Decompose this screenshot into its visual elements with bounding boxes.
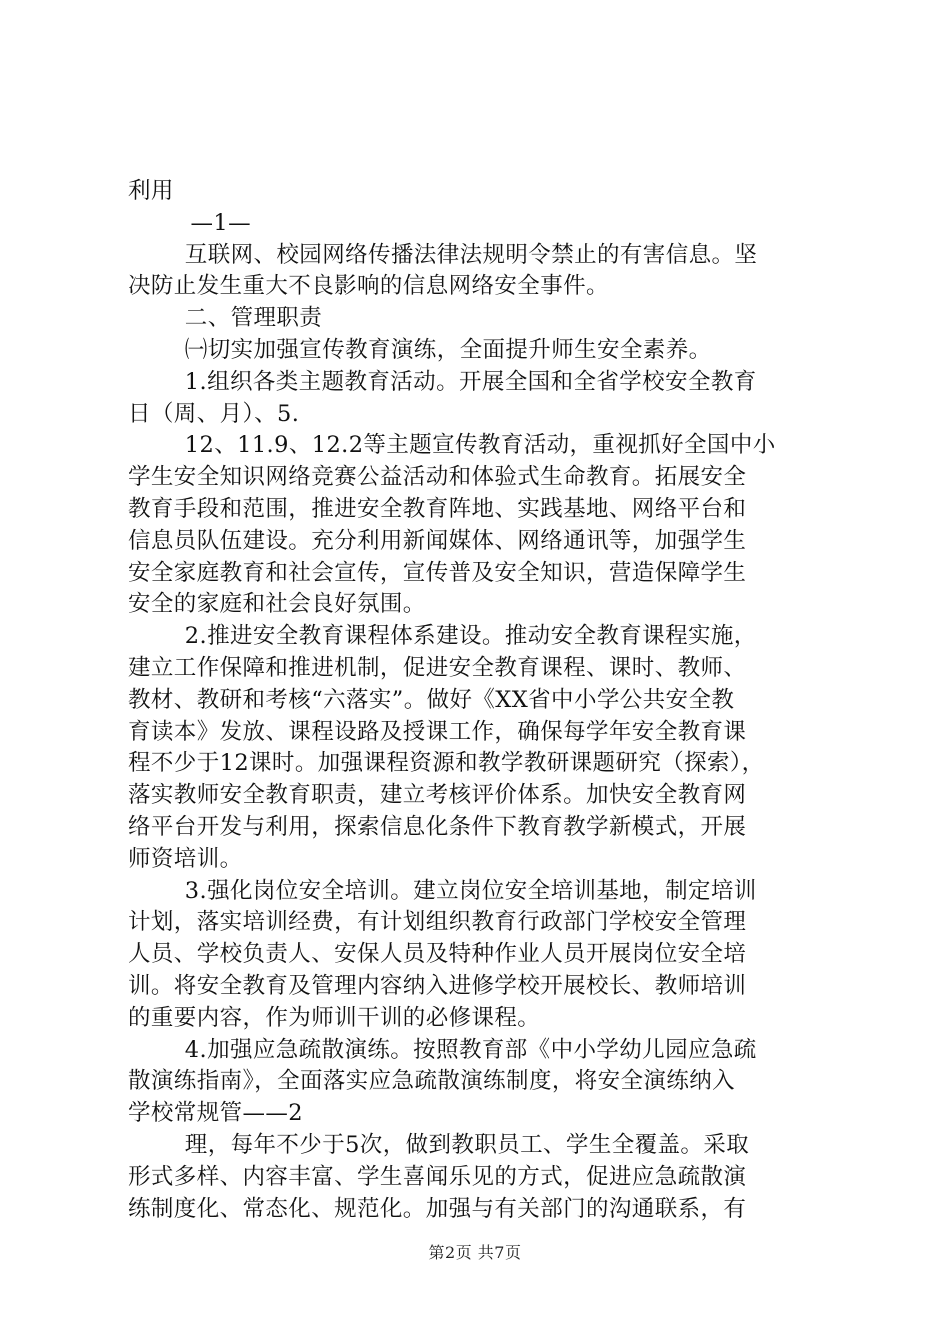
text-line: ㈠切实加强宣传教育演练，全面提升师生安全素养。 bbox=[184, 336, 712, 363]
text-line: 安全的家庭和社会良好氛围。 bbox=[128, 591, 426, 618]
text-line: 计划，落实培训经费，有计划组织教育行政部门学校安全管理 bbox=[128, 909, 747, 936]
text-line: 4.加强应急疏散演练。按照教育部《中小学幼儿园应急疏 bbox=[184, 1036, 757, 1063]
text-line: 信息员队伍建设。充分利用新闻媒体、网络通讯等，加强学生 bbox=[128, 527, 747, 554]
text-line: 互联网、校园网络传播法律法规明令禁止的有害信息。坚 bbox=[184, 241, 758, 268]
text-line: 人员、学校负责人、安保人员及特种作业人员开展岗位安全培 bbox=[128, 941, 747, 968]
text-line: 安全家庭教育和社会宣传，宣传普及安全知识，营造保障学生 bbox=[128, 559, 747, 586]
text-line: 决防止发生重大不良影响的信息网络安全事件。 bbox=[128, 273, 609, 300]
text-line: 落实教师安全教育职责，建立考核评价体系。加快安全教育网 bbox=[128, 782, 747, 809]
text-line: 3.强化岗位安全培训。建立岗位安全培训基地，制定培训 bbox=[184, 877, 757, 904]
text-line: 日（周、月）、5. bbox=[128, 400, 300, 427]
text-line: 教育手段和范围，推进安全教育阵地、实践基地、网络平台和 bbox=[128, 495, 747, 522]
text-line: 学校常规管——2 bbox=[128, 1100, 304, 1127]
text-line: 训。将安全教育及管理内容纳入进修学校开展校长、教师培训 bbox=[128, 972, 747, 999]
text-line: 2.推进安全教育课程体系建设。推动安全教育课程实施， bbox=[184, 623, 757, 650]
text-line: 建立工作保障和推进机制，促进安全教育课程、课时、教师、 bbox=[128, 654, 747, 681]
text-line: 利用 bbox=[128, 178, 174, 204]
text-line: 教材、教研和考核“六落实”。做好《XX省中小学公共安全教 bbox=[128, 686, 735, 713]
text-line: 的重要内容，作为师训干训的必修课程。 bbox=[128, 1004, 541, 1031]
text-line: 二、管理职责 bbox=[184, 305, 323, 332]
text-line: 1.组织各类主题教育活动。开展全国和全省学校安全教育 bbox=[184, 368, 757, 395]
page-footer: 第2页 共7页 bbox=[428, 1243, 522, 1262]
text-line: 散演练指南》，全面落实应急疏散演练制度，将安全演练纳入 bbox=[128, 1068, 736, 1095]
text-line: —1— bbox=[190, 209, 251, 236]
text-line: 理，每年不少于5次，做到教职员工、学生全覆盖。采取 bbox=[184, 1131, 750, 1158]
text-line: 12、11.9、12.2等主题宣传教育活动，重视抓好全国中小 bbox=[184, 432, 776, 459]
text-line: 育读本》发放、课程设路及授课工作，确保每学年安全教育课 bbox=[128, 718, 747, 745]
text-line: 形式多样、内容丰富、学生喜闻乐见的方式，促进应急疏散演 bbox=[128, 1163, 747, 1190]
text-line: 络平台开发与利用，探索信息化条件下教育教学新模式，开展 bbox=[128, 813, 747, 840]
text-line: 学生安全知识网络竞赛公益活动和体验式生命教育。拓展安全 bbox=[128, 464, 747, 491]
text-line: 师资培训。 bbox=[128, 845, 243, 872]
document-body bbox=[128, 176, 828, 1225]
text-line: 程不少于12课时。加强课程资源和教学教研课题研究（探索）， bbox=[128, 750, 765, 777]
text-line: 练制度化、常态化、规范化。加强与有关部门的沟通联系，有 bbox=[128, 1195, 747, 1222]
